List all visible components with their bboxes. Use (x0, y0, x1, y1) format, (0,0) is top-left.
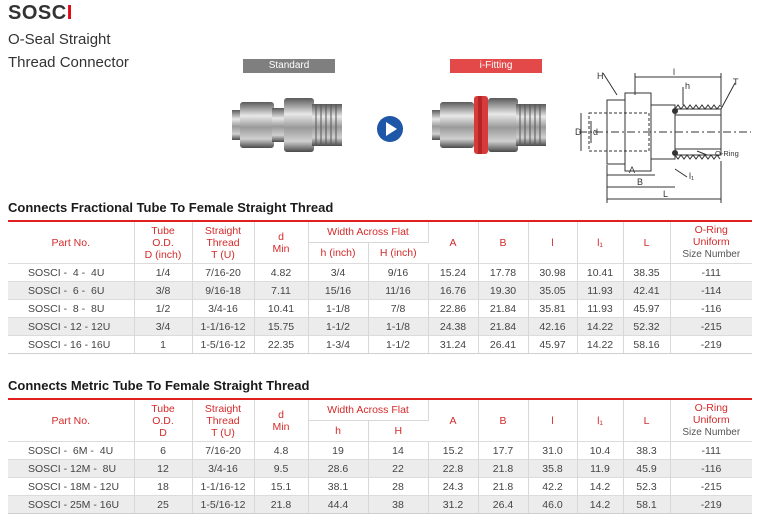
table-cell: 3/4-16 (192, 300, 254, 318)
table-cell: 45.97 (623, 300, 670, 318)
table-cell: -116 (670, 300, 752, 318)
table-cell: 21.8 (478, 460, 528, 478)
table-cell: 38.35 (623, 264, 670, 282)
dim-d-label: d (593, 127, 599, 137)
table-cell: 28 (368, 478, 428, 496)
table-cell: 4.8 (254, 442, 308, 460)
dim-l1-label: l₁ (689, 171, 695, 181)
table-cell: 25 (134, 496, 192, 514)
table-cell: 11/16 (368, 282, 428, 300)
table-cell: 1-1/16-12 (192, 478, 254, 496)
table-cell: 3/4-16 (192, 460, 254, 478)
dim-h-label: h (685, 81, 691, 91)
dim-l-label: l (673, 67, 675, 77)
table-cell: 26.4 (478, 496, 528, 514)
table-row (8, 442, 752, 460)
table-cell: 1/4 (134, 264, 192, 282)
table-cell: 14.22 (577, 318, 623, 336)
dim-oring-label: O-Ring (715, 149, 739, 158)
part-number-cell: SOSCI - 6 - 6U (8, 282, 134, 300)
table-row (8, 318, 752, 336)
dim-H-label: H (597, 71, 604, 81)
dim-D-label: D (575, 127, 582, 137)
table-cell: 15.24 (428, 264, 478, 282)
col-l1: l₁ (577, 399, 623, 442)
table-cell: 10.4 (577, 442, 623, 460)
table-cell: 10.41 (254, 300, 308, 318)
table-cell: 35.81 (528, 300, 577, 318)
part-number-cell: SOSCI - 12M - 8U (8, 460, 134, 478)
table-cell: 1/2 (134, 300, 192, 318)
col-L: L (623, 399, 670, 442)
table-cell: -219 (670, 496, 752, 514)
col-d-min: d Min (254, 221, 308, 264)
table-cell: 21.84 (478, 300, 528, 318)
table-cell: 14 (368, 442, 428, 460)
table-cell: 11.9 (577, 460, 623, 478)
table-cell: 9.5 (254, 460, 308, 478)
table-cell: 35.05 (528, 282, 577, 300)
table-cell: 52.3 (623, 478, 670, 496)
table-cell: 3/4 (134, 318, 192, 336)
col-A: A (428, 221, 478, 264)
table-cell: 35.8 (528, 460, 577, 478)
table-cell: 44.4 (308, 496, 368, 514)
table-cell: -111 (670, 264, 752, 282)
col-straight-thread: Straight Thread T (U) (192, 221, 254, 264)
table-cell: -111 (670, 442, 752, 460)
part-number-cell: SOSCI - 18M - 12U (8, 478, 134, 496)
table-cell: 42.16 (528, 318, 577, 336)
table-cell: 7/16-20 (192, 442, 254, 460)
product-subtitle-line1: O-Seal Straight (8, 31, 111, 48)
table-cell: -116 (670, 460, 752, 478)
part-number-cell: SOSCI - 12 - 12U (8, 318, 134, 336)
table-cell: 58.1 (623, 496, 670, 514)
table-cell: 15.1 (254, 478, 308, 496)
table-cell: 6 (134, 442, 192, 460)
table-cell: 38 (368, 496, 428, 514)
col-part-no: Part No. (8, 399, 134, 442)
table-cell: 11.93 (577, 282, 623, 300)
table-cell: 1-1/8 (368, 318, 428, 336)
col-B: B (478, 399, 528, 442)
table-cell: 1-5/16-12 (192, 496, 254, 514)
table-cell: 45.9 (623, 460, 670, 478)
dim-B-label: B (637, 177, 644, 187)
col-H: H (368, 421, 428, 442)
table-row (8, 336, 752, 354)
table-cell: 45.97 (528, 336, 577, 354)
table-cell: 15.75 (254, 318, 308, 336)
table-cell: -215 (670, 318, 752, 336)
ifitting-tag: i-Fitting (450, 59, 542, 73)
table-cell: 17.7 (478, 442, 528, 460)
technical-drawing (575, 65, 757, 205)
table-cell: -219 (670, 336, 752, 354)
table-cell: 22.35 (254, 336, 308, 354)
table-cell: 17.78 (478, 264, 528, 282)
table-cell: 11.93 (577, 300, 623, 318)
table-cell: 21.8 (254, 496, 308, 514)
table-cell: -114 (670, 282, 752, 300)
table-cell: 7/8 (368, 300, 428, 318)
table-cell: 1-1/2 (308, 318, 368, 336)
dim-A-label: A (629, 165, 636, 175)
table-row (8, 300, 752, 318)
table-row (8, 460, 752, 478)
table-cell: 3/4 (308, 264, 368, 282)
part-number-cell: SOSCI - 16 - 16U (8, 336, 134, 354)
table-row (8, 478, 752, 496)
table-cell: 46.0 (528, 496, 577, 514)
table-cell: 15/16 (308, 282, 368, 300)
table-cell: 30.98 (528, 264, 577, 282)
col-l1: l₁ (577, 221, 623, 264)
table-cell: 24.38 (428, 318, 478, 336)
table-cell: 10.41 (577, 264, 623, 282)
table-cell: 21.84 (478, 318, 528, 336)
col-part-no: Part No. (8, 221, 134, 264)
table-cell: 19 (308, 442, 368, 460)
standard-fitting-image (228, 88, 346, 162)
table-cell: 38.3 (623, 442, 670, 460)
table-cell: 18 (134, 478, 192, 496)
dim-L-label: L (663, 189, 669, 199)
table-cell: 28.6 (308, 460, 368, 478)
product-subtitle-line2: Thread Connector (8, 54, 129, 71)
col-H-inch: H (inch) (368, 243, 428, 264)
table-cell: 1 (134, 336, 192, 354)
col-l: l (528, 221, 577, 264)
table1-title: Connects Fractional Tube To Female Straight Thread (8, 200, 334, 215)
table-row (8, 282, 752, 300)
col-width-across-flat: Width Across Flat (308, 221, 428, 243)
table-cell: 14.22 (577, 336, 623, 354)
table-cell: 9/16 (368, 264, 428, 282)
col-h: h (308, 421, 368, 442)
table-cell: 14.2 (577, 496, 623, 514)
table-cell: 31.0 (528, 442, 577, 460)
col-tube-od: Tube O.D. D (inch) (134, 221, 192, 264)
table-cell: 1-3/4 (308, 336, 368, 354)
part-number-cell: SOSCI - 6M - 4U (8, 442, 134, 460)
table-cell: -215 (670, 478, 752, 496)
table-cell: 16.76 (428, 282, 478, 300)
table-cell: 31.24 (428, 336, 478, 354)
fractional-spec-table (8, 220, 752, 354)
ifitting-image (428, 88, 550, 162)
col-straight-thread: Straight Thread T (U) (192, 399, 254, 442)
play-arrow-icon (376, 115, 404, 143)
metric-spec-table (8, 398, 752, 514)
table-cell: 21.8 (478, 478, 528, 496)
part-number-cell: SOSCI - 4 - 4U (8, 264, 134, 282)
dim-T-label: T (733, 77, 739, 87)
col-A: A (428, 399, 478, 442)
col-l: l (528, 399, 577, 442)
table-cell: 58.16 (623, 336, 670, 354)
table-cell: 22.8 (428, 460, 478, 478)
table-cell: 14.2 (577, 478, 623, 496)
product-code: SOSCI (8, 2, 73, 24)
col-B: B (478, 221, 528, 264)
table-row (8, 264, 752, 282)
table-cell: 1-1/16-12 (192, 318, 254, 336)
col-d-min: d Min (254, 399, 308, 442)
table-cell: 9/16-18 (192, 282, 254, 300)
table-cell: 42.2 (528, 478, 577, 496)
table-cell: 24.3 (428, 478, 478, 496)
table-cell: 7/16-20 (192, 264, 254, 282)
col-oring: O-Ring Uniform Size Number (670, 221, 752, 264)
table-cell: 42.41 (623, 282, 670, 300)
table-cell: 1-1/8 (308, 300, 368, 318)
table-cell: 19.30 (478, 282, 528, 300)
table-cell: 7.11 (254, 282, 308, 300)
table-cell: 15.2 (428, 442, 478, 460)
table-cell: 22 (368, 460, 428, 478)
table-cell: 12 (134, 460, 192, 478)
col-tube-od: Tube O.D. D (134, 399, 192, 442)
col-L: L (623, 221, 670, 264)
table-cell: 1-5/16-12 (192, 336, 254, 354)
table-cell: 38.1 (308, 478, 368, 496)
table-cell: 4.82 (254, 264, 308, 282)
table-cell: 52.32 (623, 318, 670, 336)
table-cell: 31.2 (428, 496, 478, 514)
col-oring: O-Ring Uniform Size Number (670, 399, 752, 442)
table2-title: Connects Metric Tube To Female Straight Thread (8, 378, 310, 393)
table-cell: 1-1/2 (368, 336, 428, 354)
table-cell: 22.86 (428, 300, 478, 318)
standard-tag: Standard (243, 59, 335, 73)
col-h-inch: h (inch) (308, 243, 368, 264)
col-width-across-flat: Width Across Flat (308, 399, 428, 421)
table-cell: 3/8 (134, 282, 192, 300)
table-row (8, 496, 752, 514)
table-cell: 26.41 (478, 336, 528, 354)
part-number-cell: SOSCI - 25M - 16U (8, 496, 134, 514)
part-number-cell: SOSCI - 8 - 8U (8, 300, 134, 318)
